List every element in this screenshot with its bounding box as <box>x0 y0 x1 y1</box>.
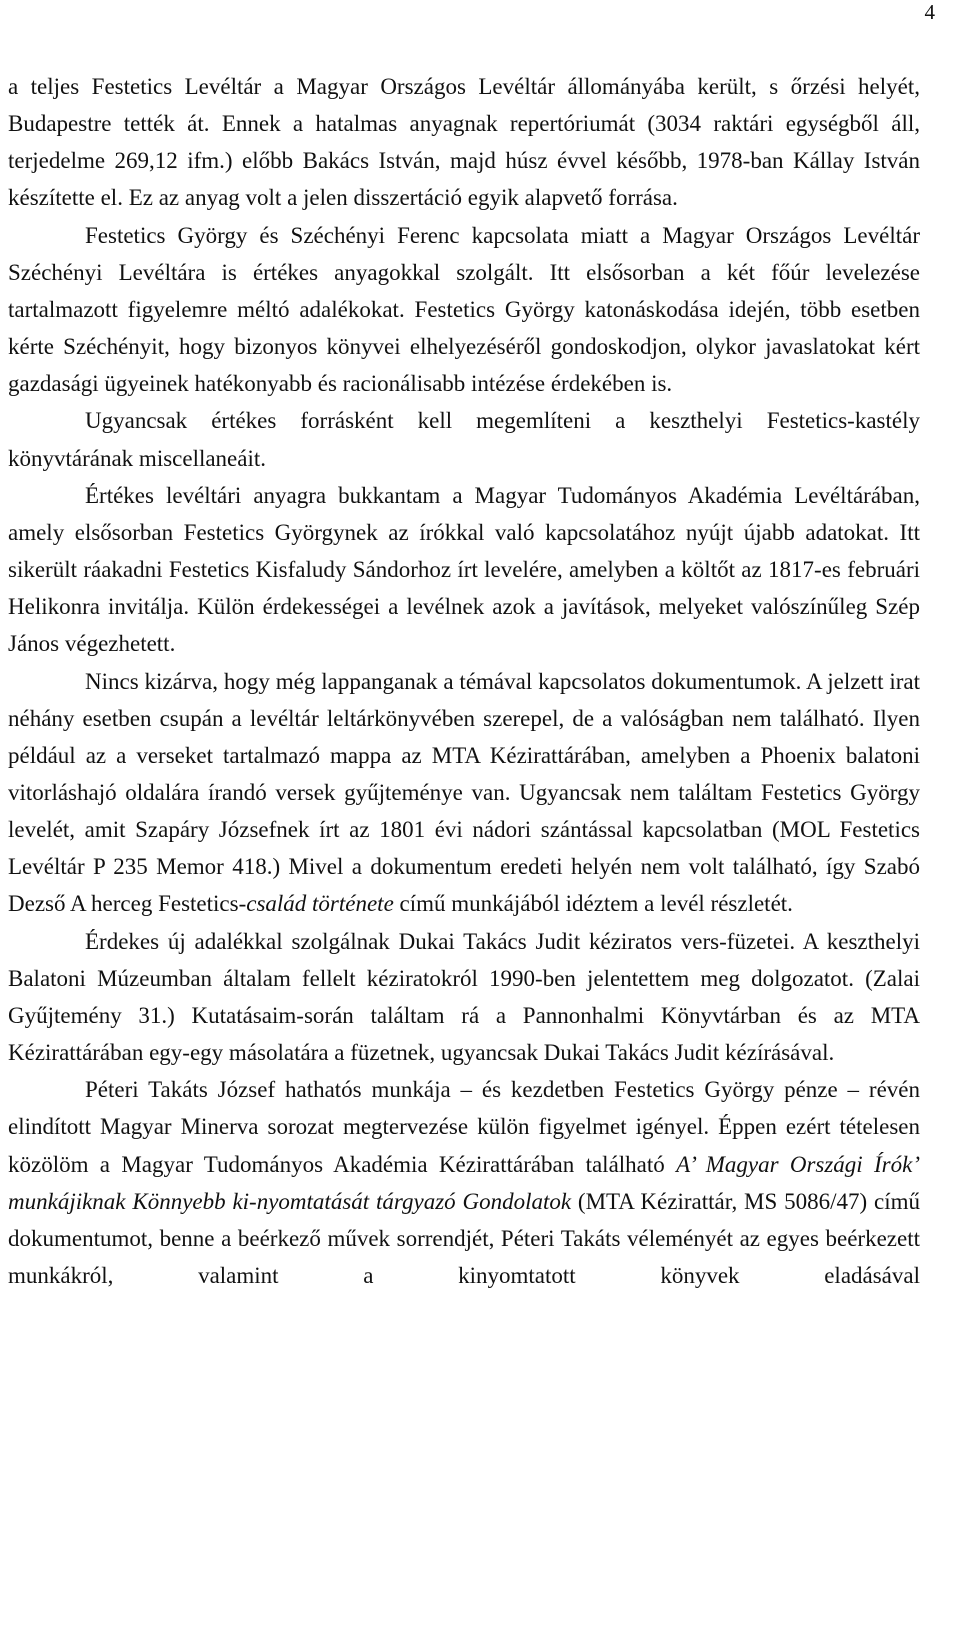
paragraph-missing-documents <box>8 663 920 923</box>
paragraph-text: (MTA Kézirattár, MS 5086/47) című dokumentumot, benne a beérkező művek sorrendjét, Péteri Takáts véleményét az egyes beérkezett munkákról, valamint a kinyomtatott könyvek eladásával <box>8 1188 921 1288</box>
paragraph-text: Nincs kizárva, hogy még lappanganak a témával kapcsolatos dokumentumok. A jelzett irat néhány esetben csupán a levéltár leltárkönyvében szerepel, de a valóságban nem található. Ilyen például az a verseket tartalmazó mappa az MTA Kézirattárában, amelyben a Phoenix balatoni vitorláshajó oldalára írandó versek gyűjteménye van. Ugyancsak nem találtam Festetics György levelét, amit Szapáry Józsefnek írt az 1801 évi nádori szántással kapcsolatban (MOL Festetics Levéltár P 235 Memor 418.) Mivel a dokumentum eredeti helyén nem volt található, így Szabó Dezső A herceg Festetics- <box>8 668 920 917</box>
paragraph-text: című munkájából idéztem a levél részletét. <box>393 891 793 917</box>
paragraph-festetics-archive: a teljes Festetics Levéltár a Magyar Országos Levéltár állományába került, s őrzési helyét, Budapestre tették át. Ennek a hatalmas anyagnak repertóriumát (3034 raktári egységből áll, terjedelme 269,12 ifm.) előbb Bakács István, majd húsz évvel később, 1978-ban Kállay István készítette el. Ez az anyag volt a jelen disszertáció egyik alapvető forrása. <box>8 74 920 211</box>
paragraph-academy-archive: Értékes levéltári anyagra bukkantam a Magyar Tudományos Akadémia Levéltárában, amely elsősorban Festetics Györgynek az írókkal való kapcsolatához nyújt újabb adatokat. Itt sikerült ráakadni Festetics Kisfaludy Sándorhoz írt levelére, amelyben a költőt az 1817-es februári Helikonra invitálja. Külön érdekességei a levélnek azok a javítások, melyeket valószínűleg Szép János végezhetett. <box>8 482 920 657</box>
paragraph-dukai-takacs-judit: Érdekes új adalékkal szolgálnak Dukai Takács Judit kéziratos vers-füzetei. A keszthelyi Balatoni Múzeumban általam fellelt kéziratokról 1990-ben jelentettem meg dolgozatot. (Zalai Gyűjtemény 31.) Kutatásaim-során találtam rá a Pannonhalmi Könyvtárban és az MTA Kézirattárában egy-egy másolatára a füzetnek, ugyancsak Dukai Takács Judit kézírásával. <box>8 928 920 1066</box>
paragraph-keszthely-library: Ugyancsak értékes forrásként kell megemlíteni a keszthelyi Festetics-kastély könyvtárának miscellaneáit. <box>8 408 920 471</box>
manuscript-title: A’ Magyar Országi Írók’ munkájiknak Könnyebb ki-nyomtatását tárgyazó Gondolatok <box>8 1151 920 1214</box>
paragraph-magyar-minerva <box>8 1071 920 1294</box>
body-text <box>8 68 920 1294</box>
paragraph-text: Péteri Takáts József hathatós munkája – és kezdetben Festetics György pénze – révén elindított Magyar Minerva sorozat megtervezése külön figyelmet igényel. Éppen ezért tételesen közölöm a Magyar Tudományos Akadémia Kézirattárában található <box>8 1077 920 1177</box>
book-title: család története <box>246 891 394 917</box>
paragraph-szechenyi-archive: Festetics György és Széchényi Ferenc kapcsolata miatt a Magyar Országos Levéltár Széchényi Levéltára is értékes anyagokkal szolgált. Itt elsősorban a két főúr levelezése tartalmazott figyelemre méltó adalékokat. Festetics György katonáskodása idején, több esetben kérte Széchényit, hogy bizonyos könyvei elhelyezéséről gondoskodjon, olykor javaslatokat kért gazdasági ügyeinek hatékonyabb és racionálisabb intézése érdekében is. <box>8 222 920 397</box>
page-number: 4 <box>924 0 935 24</box>
